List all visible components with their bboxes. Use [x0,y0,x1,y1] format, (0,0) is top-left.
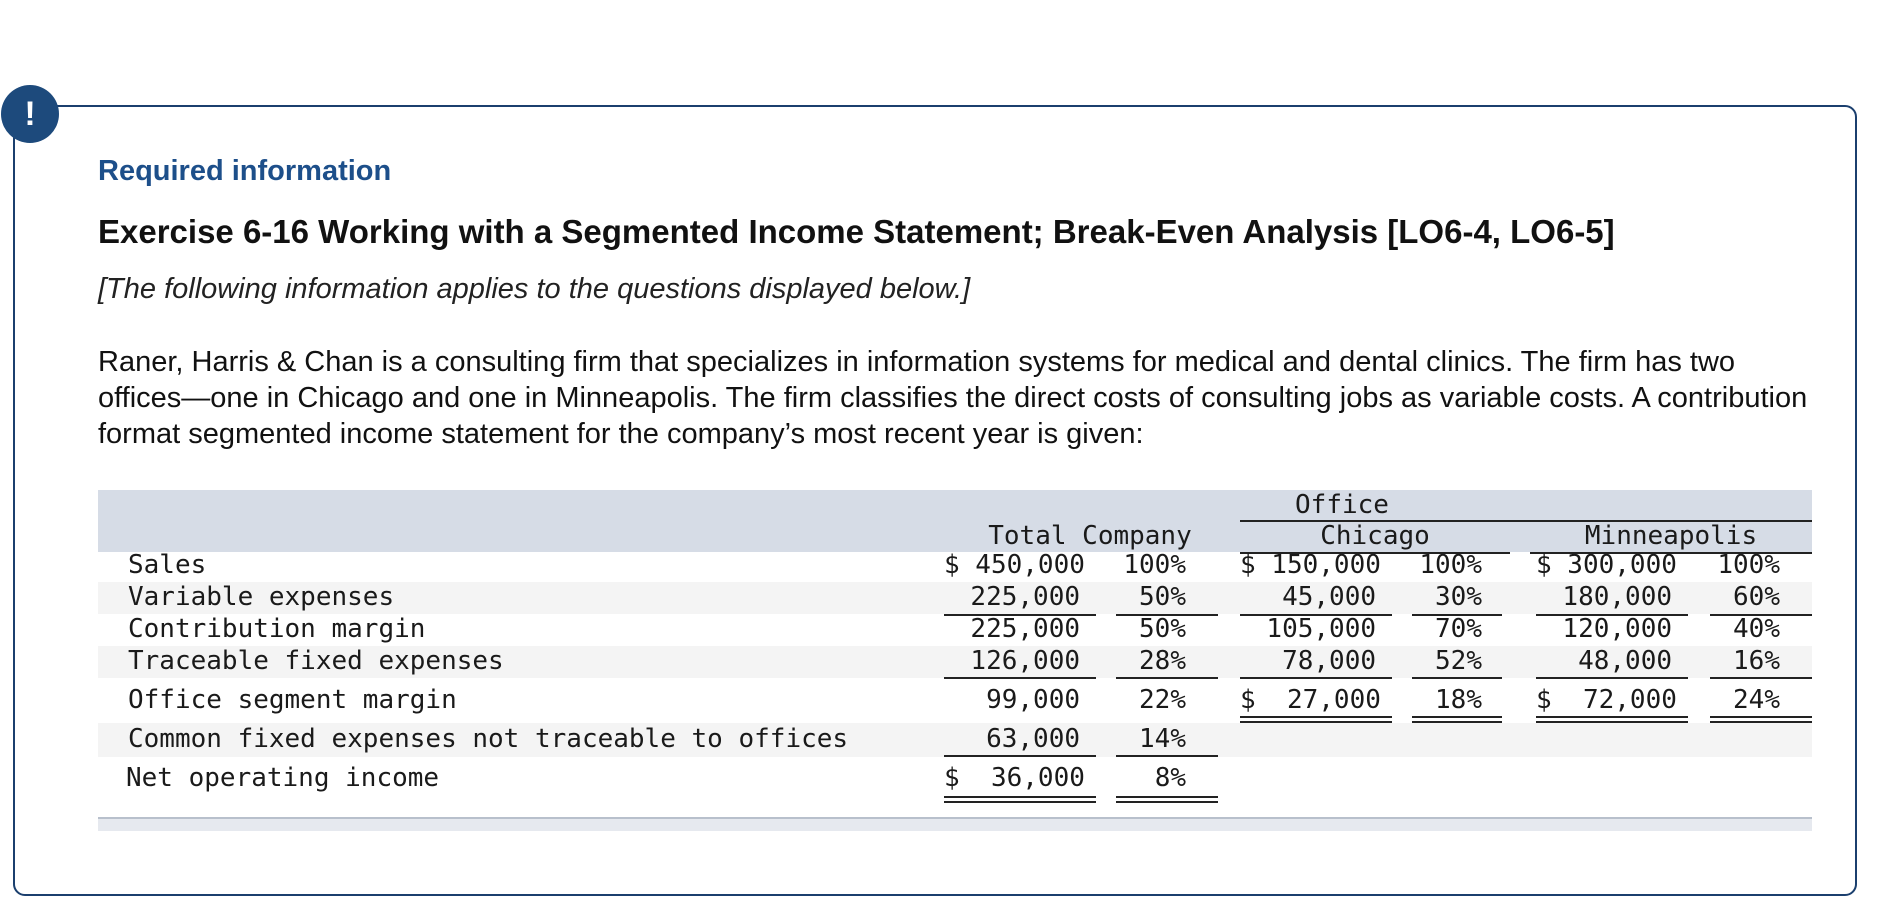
minneapolis-segment-margin: $ 72,000 [1536,685,1677,715]
row-label-traceable-fixed-expenses: Traceable fixed expenses [128,646,504,676]
minneapolis-contribution-margin: 120,000 [1562,614,1672,644]
chicago-traceable-fixed-pct: 52% [1435,646,1482,676]
subtotal-rule [944,755,1096,757]
chicago-header: Chicago [1320,521,1430,551]
chicago-segment-margin: $ 27,000 [1240,685,1381,715]
row-label-office-segment-margin: Office segment margin [128,685,457,715]
row-label-contribution-margin: Contribution margin [128,614,426,644]
office-header: Office [1295,490,1389,520]
minneapolis-sales: $ 300,000 [1536,550,1677,580]
exercise-title: Exercise 6-16 Working with a Segmented Income Statement; Break-Even Analysis [LO6-4, LO6-5] [98,213,1615,250]
subtotal-rule [1116,755,1218,757]
total-double-rule [1710,716,1812,723]
chicago-variable-expenses-pct: 30% [1435,582,1482,612]
minneapolis-variable-expenses: 180,000 [1562,582,1672,612]
subtotal-rule [1412,677,1502,679]
total-company-header: Total Company [988,521,1192,551]
total-common-fixed: 63,000 [986,724,1080,754]
total-net-operating-income-pct: 8% [1154,763,1186,793]
chicago-contribution-margin-pct: 70% [1435,614,1482,644]
chicago-variable-expenses: 45,000 [1282,582,1376,612]
total-traceable-fixed: 126,000 [970,646,1080,676]
minneapolis-traceable-fixed: 48,000 [1578,646,1672,676]
row-label-common-fixed-expenses: Common fixed expenses not traceable to offices [128,724,849,754]
total-contribution-margin: 225,000 [970,614,1080,644]
total-sales-pct: 100% [1123,550,1186,580]
chicago-sales-pct: 100% [1419,550,1482,580]
subtotal-rule [1536,677,1688,679]
table-scrollbar[interactable] [98,817,1812,831]
total-double-rule [944,796,1096,803]
chicago-contribution-margin: 105,000 [1266,614,1376,644]
total-segment-margin: 99,000 [986,685,1080,715]
subtotal-rule [1116,677,1218,679]
row-label-net-operating-income: Net operating income [126,763,440,793]
subtotal-rule [944,677,1096,679]
total-double-rule [1116,796,1218,803]
total-double-rule [1536,716,1688,723]
minneapolis-contribution-margin-pct: 40% [1733,614,1780,644]
instruction-note: [The following information applies to the questions displayed below.] [98,273,971,305]
total-sales: $ 450,000 [944,550,1085,580]
chicago-sales: $ 150,000 [1240,550,1381,580]
total-net-operating-income: $ 36,000 [944,763,1085,793]
total-variable-expenses-pct: 50% [1139,582,1186,612]
minneapolis-segment-margin-pct: 24% [1733,685,1780,715]
minneapolis-header: Minneapolis [1584,521,1758,551]
total-variable-expenses: 225,000 [970,582,1080,612]
chicago-segment-margin-pct: 18% [1435,685,1482,715]
minneapolis-traceable-fixed-pct: 16% [1733,646,1780,676]
required-information-heading: Required information [98,155,392,187]
segmented-income-statement [98,490,1812,830]
row-label-variable-expenses: Variable expenses [128,582,395,612]
alert-icon: ! [1,85,59,143]
row-label-sales: Sales [128,550,207,580]
total-segment-margin-pct: 22% [1139,685,1186,715]
total-double-rule [1412,716,1502,723]
problem-description: Raner, Harris & Chan is a consulting firm that specializes in information systems for medical and dental clinics. The firm has two offices—one in Chicago and one in Minneapolis. The firm classifies the direct costs of consulting jobs as variable costs. A contribution format segmented income statement for the company’s most recent year is given: [98,346,1808,450]
subtotal-rule [1240,677,1392,679]
subtotal-rule [1710,677,1812,679]
minneapolis-variable-expenses-pct: 60% [1733,582,1780,612]
total-common-fixed-pct: 14% [1139,724,1186,754]
chicago-traceable-fixed: 78,000 [1282,646,1376,676]
total-traceable-fixed-pct: 28% [1139,646,1186,676]
total-double-rule [1240,716,1392,723]
total-contribution-margin-pct: 50% [1139,614,1186,644]
minneapolis-sales-pct: 100% [1717,550,1780,580]
